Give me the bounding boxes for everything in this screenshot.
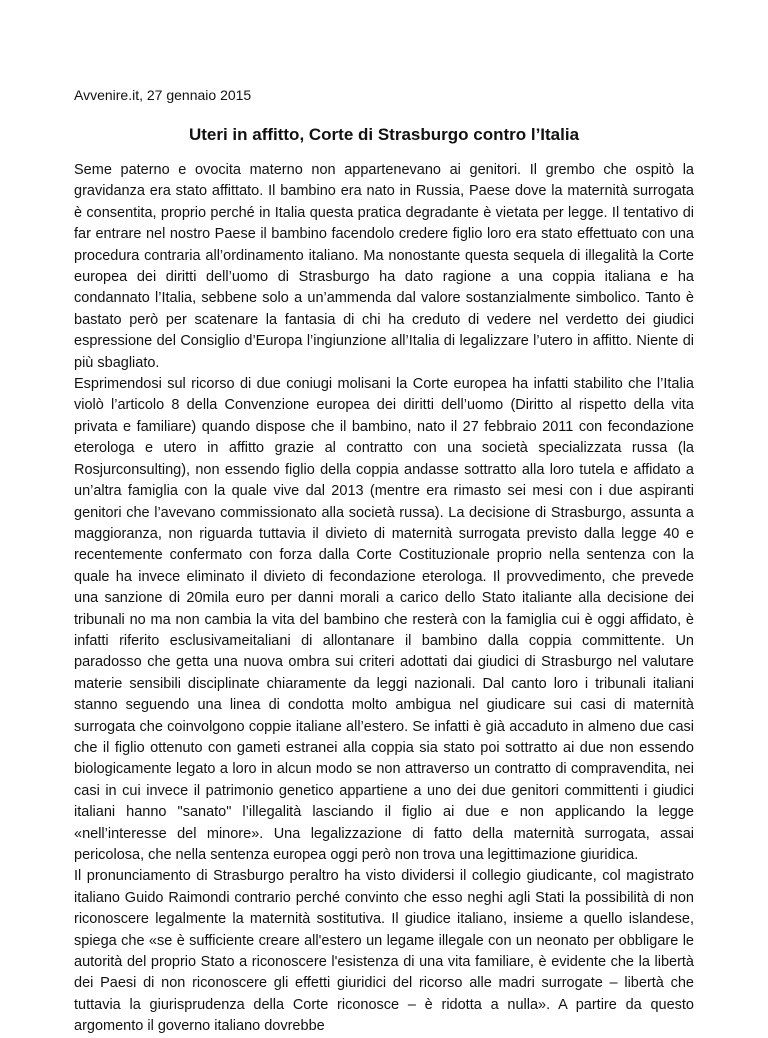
article-title: Uteri in affitto, Corte di Strasburgo contro l’Italia [188,125,580,144]
article-paragraph-2: Esprimendosi sul ricorso di due coniugi molisani la Corte europea ha infatti stabilito che l’Italia violò l’articolo 8 della Convenzione europea dei diritti dell’uomo (Diritto al rispetto della vita privata e familiare) quando dispose che il bambino, nato il 27 febbraio 2011 con fecondazione eterologa e utero in affitto grazie al contratto con una società specializzata russa (la Rosjurconsulting), non essendo figlio della coppia andasse sottratto alla loro tutela e affidato a un’altra famiglia con la quale vive dal 2013 (mentre era rimasto sei mesi con i due aspiranti genitori che l’avevano commissionato alla società russa). La decisione di Strasburgo, assunta a maggioranza, non riguarda tuttavia il divieto di maternità surrogata previsto dalla legge 40 e recentemente confermato con forza dalla Corte Costituzionale proprio nella sentenza con la quale ha invece eliminato il divieto di fecondazione eterologa. Il provvedimento, che prevede una sanzione di 20mila euro per danni morali a carico dello Stato italiante alla decisione dei tribunali no ma non cambia la vita del bambino che resterà con la famiglia cui è oggi affidato, è infatti riferito esclusivameitaliani di allontanare il bambino dalla coppia committente. Un paradosso che getta una nuova ombra sui criteri adottati dai giudici di Strasburgo nel valutare materie sensibili disciplinate chiaramente da leggi nazionali. Dal canto loro i tribunali italiani stanno seguendo una linea di condotta molto ambigua nel giudicare sui casi di maternità surrogata che coinvolgono coppie italiane all’estero. Se infatti è già accaduto in almeno due casi che il figlio ottenuto con gameti estranei alla coppia sia stato poi sottratto ai due non essendo biologicamente legato a loro in alcun modo se non attraverso un contratto di compravendita, nei casi in cui invece il patrimonio genetico appartiene a uno dei due genitori committenti i giudici italiani hanno "sanato" l’illegalità lasciando il figlio ai due e non applicando la legge «nell’interesse del minore». Una legalizzazione di fatto della maternità surrogata, assai pericolosa, che nella sentenza europea oggi però non trova una legittimazione giuridica. [74,376,694,863]
article-paragraph-3: Il pronunciamento di Strasburgo peraltro ha visto dividersi il collegio giudicante, col magistrato italiano Guido Raimondi contrario perché convinto che esso neghi agli Stati la possibilità di non riconoscere legalmente la maternità sostitutiva. Il giudice italiano, insieme a quello islandese, spiega che «se è sufficiente creare all'estero un legame illegale con un neonato per obbligare le autorità del proprio Stato a riconoscere l'esistenza di una vita familiare, è evidente che la libertà dei Paesi di non riconoscere gli effetti giuridici del ricorso alle madri surrogate – libertà che tuttavia la giurisprudenza della Corte riconosce – è ridotta a nulla». A partire da questo argomento il governo italiano dovrebbe [74,868,694,1035]
article-paragraph-1: Seme paterno e ovocita materno non appartenevano ai genitori. Il grembo che ospitò la gravidanza era stato affittato. Il bambino era nato in Russia, Paese dove la maternità surrogata è consentita, proprio perché in Italia questa pratica degradante è vietata per legge. Il tentativo di far entrare nel nostro Paese il bambino facendolo credere figlio loro era stato effettuato con una procedura contraria all’ordinamento italiano. Ma nonostante questa sequela di illegalità la Corte europea dei diritti dell’uomo di Strasburgo ha dato ragione a una coppia italiana e ha condannato l’Italia, sebbene solo a un’ammenda dal valore sostanzialmente simbolico. Tanto è bastato però per scatenare la fantasia di chi ha creduto di vedere nel verdetto dei giudici espressione del Consiglio d’Europa l’ingiunzione all’Italia di legalizzare l’utero in affitto. Niente di più sbagliato. [74,162,694,371]
document-page [74,86,694,1038]
source-dateline: Avvenire.it, 27 gennaio 2015 [74,87,252,103]
article-body [74,160,694,1038]
